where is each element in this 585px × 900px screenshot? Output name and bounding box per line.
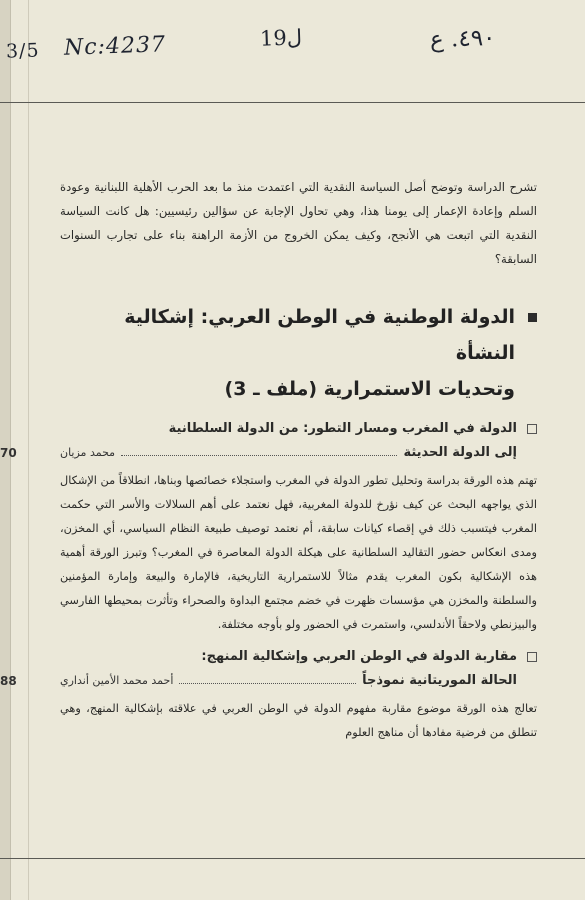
entry-title-row — [0, 669, 537, 693]
entry-abstract: تعالج هذه الورقة موضوع مقاربة مفهوم الدولة في الوطن العربي في علاقته بإشكالية المنهج، وهي تنطلق من فرضية مفادها أن مناهج العلوم — [60, 702, 537, 739]
entry-author: محمد مزيان — [60, 446, 116, 459]
entry-title-line1: مقاربة الدولة في الوطن العربي وإشكالية المنهج: — [201, 649, 517, 664]
entry-page-number: 88 — [0, 674, 17, 688]
dot-leader — [121, 454, 397, 456]
checkbox-square-icon — [527, 424, 537, 434]
section-title-line2: وتحديات الاستمرارية (ملف ـ 3) — [224, 378, 515, 400]
toc-entry — [0, 645, 537, 745]
entry-abstract: تهتم هذه الورقة بدراسة وتحليل تطور الدولة في المغرب واستجلاء خصائصها وبناها، انطلاقاً من الإشكال الذي يواجهه البحث عن كيف نؤرخ للدولة المغربية، فهل نعتمد على أهم السلالات والأسر التي حكمت المغرب فيتسبب ذلك في إقصاء كيانات سابقة، أم نعتمد توصيف طبيعة النظام السياسي، أي المخزن، ومدى انعكاس حضور التقاليد السلطانية على هيكلة الدولة المعاصرة في المغرب؟ وتبرز الورقة أهمية هذه الإشكالية بكون المغرب يقدم مثالاً للاستمرارية التاريخية، فالإمارة والبيعة وإمارة المؤمنين والسلطنة والمخزن هي مؤسسات ظهرت في خضم مجتمع البداوة والصحراء وتأثرت بمحيطها الفارسي والبيزنطي ولاحقاً الأندلسي، واستمرت في الحضور ولو بأوجه مختلفة. — [60, 474, 537, 631]
contents-body — [0, 175, 537, 753]
entry-title — [60, 417, 537, 441]
bottom-rule — [0, 858, 585, 859]
handwritten-classmark: ٤٩٠. ع — [429, 24, 496, 54]
toc-entry — [0, 417, 537, 637]
dot-leader — [179, 682, 356, 684]
entry-title — [60, 645, 537, 669]
top-rule — [0, 102, 585, 103]
entry-title-line2: الحالة الموريتانية نموذجاً — [362, 673, 517, 688]
entry-title-line1: الدولة في المغرب ومسار التطور: من الدولة السلطانية — [168, 421, 517, 436]
entry-title-row — [0, 441, 537, 465]
handwritten-accession-number: Nc:4237 — [63, 32, 167, 61]
checkbox-square-icon — [527, 652, 537, 662]
handwritten-fraction: 3/5 — [5, 39, 40, 63]
section-title-line1: الدولة الوطنية في الوطن العربي: إشكالية النشأة — [124, 306, 515, 364]
intro-paragraph: تشرح الدراسة وتوضح أصل السياسة النقدية التي اعتمدت منذ ما بعد الحرب الأهلية اللبنانية وعودة السلم وإعادة الإعمار إلى يومنا هذا، وهي تحاول الإجابة عن سؤالين رئيسيين: هل كانت السياسة النقدية التي اتبعت هي الأنجح، وكيف يمكن الخروج من الأزمة الراهنة بناء على تجارب السنوات السابقة؟ — [60, 180, 537, 266]
section-heading — [60, 299, 537, 407]
entry-title-line2: إلى الدولة الحديثة — [403, 445, 517, 460]
section-bullet-icon — [528, 313, 537, 322]
entry-page-number: 70 — [0, 446, 17, 460]
fold-line — [28, 0, 29, 900]
entry-author: أحمد محمد الأمين أنداري — [60, 674, 174, 687]
handwritten-folio: ل19 — [259, 25, 303, 51]
